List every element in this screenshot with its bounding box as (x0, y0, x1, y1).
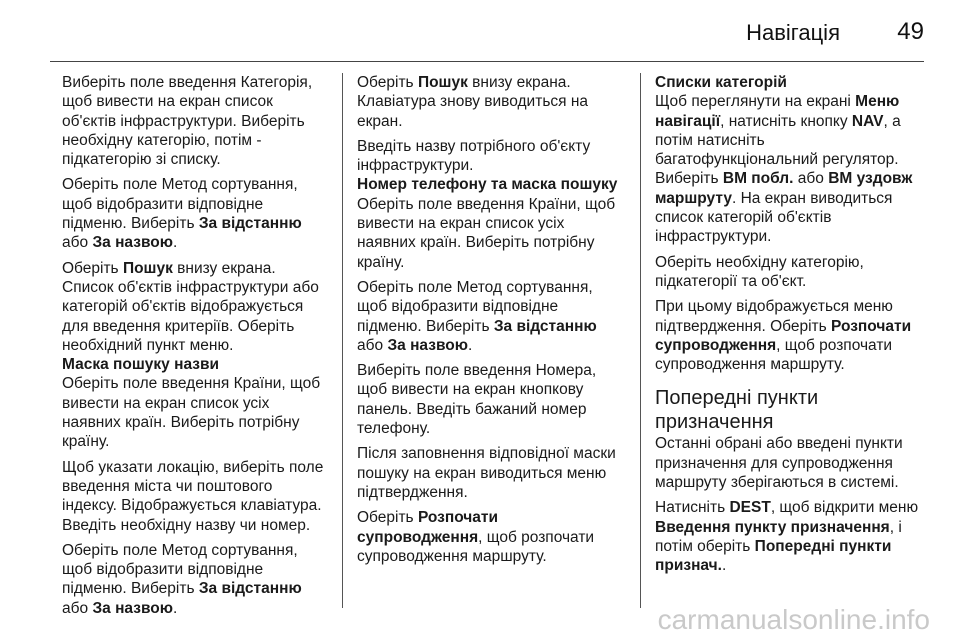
column-divider (640, 73, 641, 608)
paragraph: Виберіть поле введення Номера, щоб вивести на екран кнопкову панель. Введіть бажаний номер телефону. (357, 362, 597, 438)
option-name: За назвою (92, 599, 173, 617)
text: . (467, 336, 473, 354)
text: . На екран виводиться список категорій об'єктів інфраструктури. (655, 189, 893, 246)
paragraph (655, 498, 925, 575)
text: . (721, 557, 727, 575)
option-name: ВМ побл. (722, 170, 794, 188)
paragraph (357, 508, 625, 566)
text: Оберіть (357, 74, 418, 91)
paragraph (357, 278, 625, 355)
paragraph (62, 175, 328, 252)
text: або (62, 599, 93, 617)
option-name: Меню навігації (655, 93, 900, 130)
text: Натисніть (655, 499, 730, 517)
paragraph: Введіть назву потрібного об'єкту інфраструктури. (357, 137, 591, 175)
text: , щоб розпочати супроводження маршруту. (357, 528, 595, 565)
option-name: Розпочати супроводження (357, 509, 499, 546)
text: Щоб переглянути на екрані (655, 93, 856, 111)
option-name: За назвою (387, 336, 468, 354)
subsection-text: Оберіть поле введення Країни, щоб вивести на екран список усіх наявних країн. Виберіть потрібну країну. (62, 375, 321, 451)
text: Оберіть (357, 509, 418, 527)
text: При цьому відображується меню підтвердження. Оберіть (655, 298, 893, 335)
text: або (62, 234, 93, 252)
text: . (172, 234, 178, 252)
option-name: Пошук (417, 74, 468, 91)
paragraph: Останні обрані або введені пункти призначення для супроводження маршруту зберігаються в системі. (655, 435, 903, 492)
column-divider (342, 73, 343, 608)
option-name: За назвою (92, 234, 173, 252)
text: Оберіть (62, 259, 123, 277)
text: внизу екрана. Список об'єктів інфраструктури або категорій об'єктів відображується для введення критеріїв. Оберіть необхідний пункт меню. (62, 259, 319, 354)
subsection-text: Оберіть поле введення Країни, щоб вивести на екран список усіх наявних країн. Виберіть потрібну країну. (357, 195, 616, 271)
paragraph: Щоб указати локацію, виберіть поле введення міста чи поштового індексу. Відображується клавіатура. Введіть необхідну назву чи номер. (62, 458, 324, 534)
paragraph (62, 259, 328, 355)
subsection (62, 355, 328, 451)
text: , а потім натисніть багатофункціональний регулятор. Виберіть (655, 112, 901, 188)
column-3 (655, 73, 925, 582)
text: або (357, 336, 388, 354)
text: , щоб розпочати супроводження маршруту. (655, 336, 893, 374)
option-name: Введення пункту призначення (655, 518, 890, 536)
column-2 (357, 73, 625, 572)
option-name: За відстанню (198, 580, 302, 598)
text: Оберіть поле Метод сортування, щоб відобразити відповідне підменю. Виберіть (62, 176, 298, 233)
paragraph: Після заповнення відповідної маски пошуку на екран виводиться меню підтвердження. (357, 445, 616, 501)
watermark: carmanualsonline.info (657, 604, 930, 635)
subsection-heading: Маска пошуку назви (62, 356, 220, 374)
button-name: DEST (729, 499, 771, 517)
paragraph (357, 73, 625, 131)
subsection-heading: Номер телефону та маска пошуку (357, 176, 618, 194)
page-header (0, 0, 960, 62)
option-name: За відстанню (198, 215, 302, 233)
section-heading: Попередні пункти призначення (655, 387, 819, 434)
text: Оберіть поле Метод сортування, щоб відобразити відповідне підменю. Виберіть (62, 541, 298, 598)
subsection (357, 175, 625, 271)
paragraph (655, 297, 925, 374)
header-divider (50, 61, 924, 62)
option-name: ВМ уздовж маршруту (655, 170, 913, 207)
button-name: NAV (851, 112, 884, 130)
page-number: 49 (897, 18, 924, 45)
text: внизу екрана. Клавіатура знову виводиться на екран. (357, 74, 589, 130)
option-name: Розпочати супроводження (655, 317, 912, 354)
paragraph (62, 541, 328, 618)
subsection-heading: Списки категорій (655, 74, 787, 91)
text: , натисніть кнопку (720, 112, 852, 130)
text: , щоб відкрити меню (770, 499, 919, 517)
text: Оберіть поле Метод сортування, щоб відобразити відповідне підменю. Виберіть (357, 278, 593, 335)
paragraph: Оберіть необхідну категорію, підкатегорії та об'єкт. (655, 253, 864, 290)
page-title: Навігація (746, 20, 840, 45)
text: . (172, 599, 178, 617)
subsection (655, 73, 925, 247)
column-1 (62, 73, 328, 624)
paragraph: Виберіть поле введення Категорія, щоб вивести на екран список об'єктів інфраструктури. Виберіть необхідну категорію, потім - підкатегорію зі списку. (62, 74, 313, 169)
text: або (793, 170, 829, 188)
option-name: Попередні пункти признач. (655, 537, 892, 575)
text: , і потім оберіть (655, 518, 902, 555)
option-name: За відстанню (493, 317, 597, 335)
option-name: Пошук (122, 259, 173, 277)
